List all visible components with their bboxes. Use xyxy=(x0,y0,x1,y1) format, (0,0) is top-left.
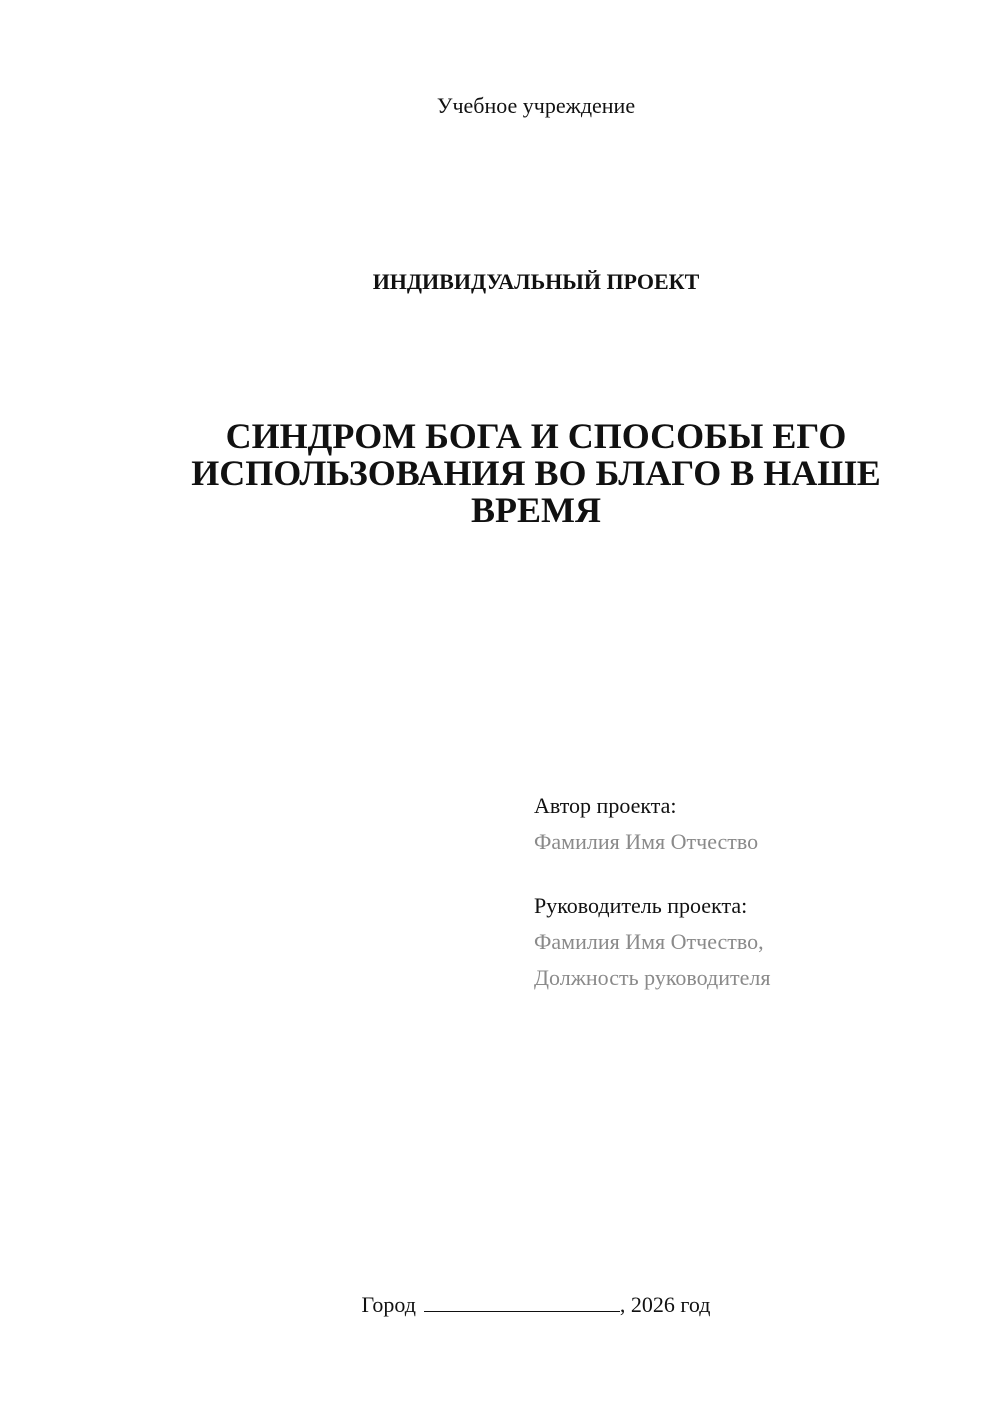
project-title-line: ВРЕМЯ xyxy=(471,490,601,530)
institution-name: Учебное учреждение xyxy=(436,93,636,118)
city-label: Город xyxy=(361,1292,416,1317)
supervisor-position: Должность руководителя xyxy=(534,965,771,990)
project-title-line: СИНДРОМ БОГА И СПОСОБЫ ЕГО xyxy=(225,416,847,456)
supervisor-label: Руководитель проекта: xyxy=(534,893,748,918)
document-type: ИНДИВИДУАЛЬНЫЙ ПРОЕКТ xyxy=(372,269,700,294)
author-name: Фамилия Имя Отчество xyxy=(534,829,759,854)
supervisor-name: Фамилия Имя Отчество, xyxy=(534,929,764,954)
signature-block xyxy=(534,788,974,996)
author-label: Автор проекта: xyxy=(534,793,677,818)
signature-spacer xyxy=(534,860,974,888)
city-blank-line xyxy=(424,1291,620,1312)
city-year-line xyxy=(0,1291,1000,1319)
project-title-line: ИСПОЛЬЗОВАНИЯ ВО БЛАГО В НАШЕ xyxy=(191,453,881,493)
project-title xyxy=(150,418,922,529)
year-text: , 2026 год xyxy=(619,1292,711,1317)
